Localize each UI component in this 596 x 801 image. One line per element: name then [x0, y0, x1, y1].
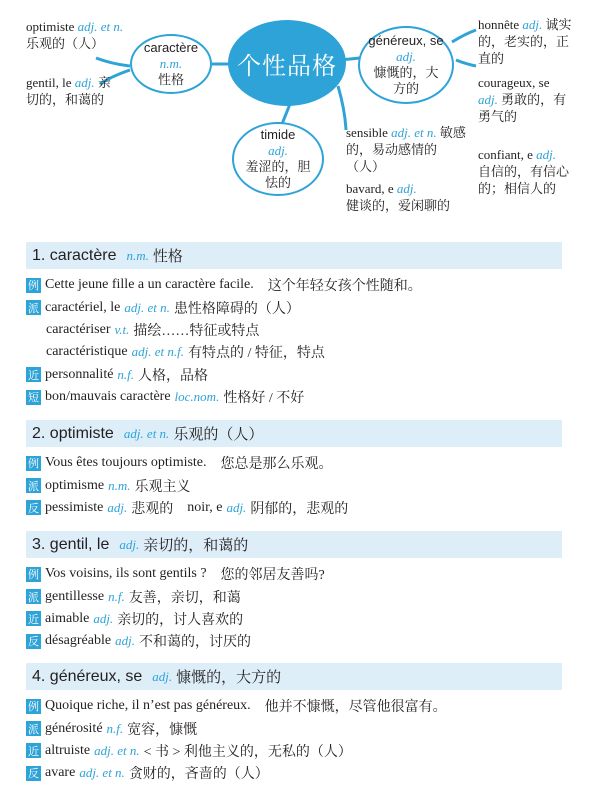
line-zh: 亲切的，讨人喜欢的: [117, 612, 244, 628]
line-text: Vous êtes toujours optimiste.: [45, 455, 207, 471]
bubble-caractere-pos: n.m.: [159, 56, 183, 71]
mm-sensible-zh: 敏感的，易动感情的（人）: [346, 125, 466, 174]
line-pos: adj.: [93, 610, 114, 626]
line-zh: 这个年轻女孩个性随和。: [267, 279, 422, 295]
bubble-timide-pos: adj.: [268, 143, 288, 158]
line-pos: adj. et n.: [79, 765, 125, 781]
mm-honnete-pos: adj.: [522, 17, 543, 32]
line-pos-2: adj.: [226, 499, 247, 515]
entry-heading: [26, 663, 562, 690]
mm-honnete: [478, 16, 572, 67]
mm-courageux-word: courageux, se: [478, 75, 550, 90]
center-title: 个性品格: [237, 51, 337, 80]
mm-honnete-zh: 诚实的，老实的，正直的: [478, 17, 572, 66]
entry-pos: adj.: [152, 668, 173, 684]
tag-antonym-icon: 反: [28, 767, 39, 781]
line-text: pessimiste: [45, 499, 104, 515]
line-zh: 患性格障碍的（人）: [173, 301, 300, 317]
line-text-2: noir, e: [187, 499, 223, 515]
line-zh: 乐观主义: [134, 479, 191, 495]
derivative-line: [26, 319, 562, 341]
entry-headword: 3. gentil, le: [32, 535, 110, 553]
tag-phrase-icon: 短: [28, 391, 39, 405]
line-text: bon/mauvais caractère: [45, 389, 171, 405]
bubble-genereux-word: généreux, se: [368, 33, 444, 48]
line-text: désagréable: [45, 633, 112, 649]
entry-heading: [26, 242, 562, 269]
line-text: Cette jeune fille a un caractère facile.: [45, 277, 254, 293]
derivative-line: [26, 341, 562, 363]
line-text: caractéristique: [46, 344, 128, 360]
mm-bavard-zh: 健谈的，爱闲聊的: [346, 198, 451, 213]
center-bubble: [228, 20, 346, 106]
connector-timide: [282, 104, 290, 124]
entry-headword: 4. généreux, se: [32, 667, 143, 685]
line-text: avare: [45, 765, 76, 781]
tag-example-icon: 例: [28, 568, 39, 582]
mm-sensible-pos: adj. et n.: [391, 125, 437, 140]
entry-pos: adj.: [119, 536, 140, 552]
line-text: personnalité: [45, 366, 114, 382]
line-pos: adj. et n.f.: [131, 344, 184, 360]
entry-gentil: [26, 531, 562, 653]
mm-sensible: [346, 124, 468, 175]
line-zh: 您总是那么乐观。: [220, 457, 333, 473]
bubble-genereux: [358, 26, 454, 104]
line-zh: 友善，亲切，和蔼: [128, 590, 241, 606]
line-zh: 贪财的，吝啬的（人）: [128, 767, 269, 783]
line-text: caractériser: [46, 321, 111, 337]
bubble-caractere-zh: 性格: [157, 72, 184, 87]
mm-confiant: [478, 146, 572, 197]
example-line: [26, 695, 562, 717]
entry-translation: 亲切的，和蔼的: [143, 538, 249, 554]
bubble-timide-word: timide: [260, 127, 296, 142]
line-pos: v.t.: [114, 321, 130, 337]
line-text: optimisme: [45, 477, 105, 493]
entry-headword: 2. optimiste: [32, 424, 114, 442]
phrase-line: [26, 386, 562, 408]
entry-heading: [26, 420, 562, 447]
tag-derivative-icon: 派: [28, 722, 39, 736]
example-line: [26, 274, 562, 296]
line-pos: adj.: [115, 633, 135, 649]
mm-confiant-zh: 自信的，有信心的；相信人的: [478, 164, 570, 196]
mm-bavard: [346, 180, 468, 214]
tag-antonym-icon: 反: [28, 501, 39, 515]
entry-pos: adj. et n.: [123, 425, 170, 441]
tag-example-icon: 例: [28, 279, 39, 293]
connector-right-bottom: [456, 60, 476, 66]
line-zh: 宽容，慷慨: [127, 722, 198, 738]
tag-synonym-icon: 近: [28, 368, 39, 382]
line-text: caractériel, le: [45, 299, 121, 315]
bubble-genereux-zh: 慷慨的，大方的: [373, 65, 439, 96]
antonym-line: [26, 762, 562, 784]
line-pos: adj. et n.: [94, 742, 140, 758]
mm-confiant-pos: adj.: [536, 147, 556, 162]
antonym-line: [26, 497, 562, 519]
synonym-line: [26, 740, 562, 762]
line-pos: loc.nom.: [174, 389, 220, 405]
derivative-line: [26, 474, 562, 496]
derivative-line: [26, 585, 562, 607]
line-text: générosité: [45, 720, 103, 736]
line-pos: adj. et n.: [124, 299, 170, 315]
line-text: Vos voisins, ils sont gentils ?: [45, 566, 207, 582]
mm-optimiste-pos: adj. et n.: [77, 19, 124, 34]
tag-derivative-icon: 派: [28, 479, 39, 493]
entry-pos: n.m.: [126, 247, 149, 263]
line-zh: 人格，品格: [138, 368, 209, 384]
line-zh: 描绘……特征或特点: [133, 323, 260, 339]
line-zh: 有特点的 / 特征，特点: [187, 346, 325, 362]
connector-left-top: [96, 58, 130, 66]
mm-honnete-word: honnête: [478, 17, 520, 32]
mm-confiant-word: confiant, e: [478, 147, 533, 162]
mm-optimiste: [26, 18, 126, 52]
tag-example-icon: 例: [28, 700, 39, 714]
entry-caractere: [26, 242, 562, 408]
line-zh: 悲观的: [131, 501, 174, 517]
bubble-caractere-word: caractère: [143, 40, 199, 55]
mm-gentil-pos: adj.: [74, 75, 95, 90]
entry-translation: 乐观的（人）: [173, 427, 264, 443]
line-zh: 他并不慷慨，尽管他很富有。: [264, 700, 447, 716]
bubble-timide: [232, 122, 324, 196]
entry-headword: 1. caractère: [32, 246, 117, 264]
connector-right-top: [452, 30, 476, 42]
mm-gentil: [26, 74, 112, 108]
mm-optimiste-zh: 乐观的（人）: [26, 36, 105, 51]
mind-map: [0, 0, 596, 232]
bubble-timide-zh: 羞涩的，胆怯的: [245, 159, 311, 190]
bubble-caractere: [130, 34, 212, 94]
line-text: aimable: [45, 610, 90, 626]
mm-gentil-zh: 亲切的，和蔼的: [26, 75, 111, 107]
tag-antonym-icon: 反: [28, 635, 39, 649]
mm-courageux: [478, 74, 572, 125]
mm-bavard-word: bavard, e: [346, 181, 394, 196]
mm-courageux-zh: 勇敢的，有勇气的: [478, 92, 567, 124]
line-pos: adj.: [107, 499, 128, 515]
mm-courageux-pos: adj.: [478, 92, 498, 107]
mm-bavard-pos: adj.: [396, 181, 417, 196]
mm-optimiste-word: optimiste: [26, 19, 75, 34]
line-text: gentillesse: [45, 588, 105, 604]
line-text: altruiste: [45, 742, 91, 758]
line-zh-2: 阴郁的，悲观的: [250, 501, 349, 517]
tag-derivative-icon: 派: [28, 590, 39, 604]
mm-gentil-word: gentil, le: [26, 75, 72, 90]
tag-synonym-icon: 近: [28, 744, 39, 758]
line-pos: n.f.: [108, 588, 125, 604]
bubble-genereux-pos: adj.: [396, 49, 416, 64]
tag-synonym-icon: 近: [28, 612, 39, 626]
connector-mid: [338, 86, 346, 130]
line-text: Quoique riche, il n’est pas généreux.: [45, 698, 251, 714]
line-pos: n.f.: [106, 720, 124, 736]
tag-example-icon: 例: [28, 457, 39, 471]
line-zh: 性格好 / 不好: [223, 391, 305, 407]
line-pos: n.m.: [108, 477, 131, 493]
entry-translation: 性格: [152, 249, 183, 265]
line-pos: n.f.: [117, 366, 135, 382]
line-zh: 您的邻居友善吗?: [220, 568, 325, 584]
synonym-line: [26, 608, 562, 630]
entry-genereux: [26, 663, 562, 785]
mm-sensible-word: sensible: [346, 125, 388, 140]
line-zh: < 书 > 利他主义的，无私的（人）: [143, 744, 352, 760]
synonym-line: [26, 364, 562, 386]
line-zh: 不和蔼的，讨厌的: [138, 635, 251, 651]
tag-derivative-icon: 派: [28, 301, 39, 315]
example-line: [26, 563, 562, 585]
derivative-line: [26, 717, 562, 739]
entry-heading: [26, 531, 562, 558]
entry-optimiste: [26, 420, 562, 519]
antonym-line: [26, 630, 562, 652]
derivative-line: [26, 296, 562, 318]
example-line: [26, 452, 562, 474]
entry-translation: 慷慨的，大方的: [176, 670, 282, 686]
